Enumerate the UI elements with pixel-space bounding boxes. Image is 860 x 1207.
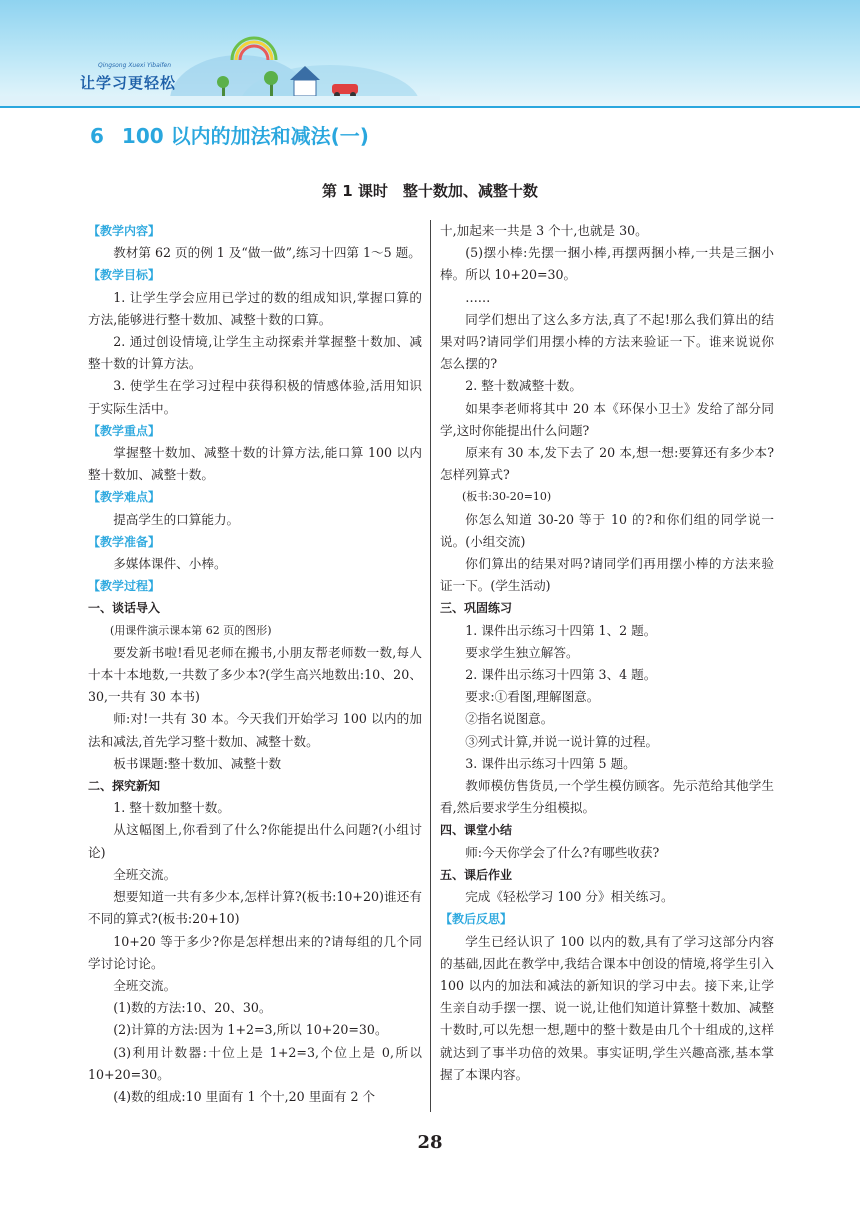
paragraph: 1. 让学生学会应用已学过的数的组成知识,掌握口算的方法,能够进行整十数加、减整十数的口算。 xyxy=(88,289,422,327)
section-tag: 【教学准备】 xyxy=(88,534,161,549)
paragraph: 师:今天你学会了什么?有哪些收获? xyxy=(465,844,660,860)
paragraph: (用课件演示课本第 62 页的图形) xyxy=(110,623,272,637)
paragraph: 你们算出的结果对吗?请同学们再用摆小棒的方法来验证一下。(学生活动) xyxy=(440,556,774,594)
right-column xyxy=(440,220,774,1086)
paragraph: 3. 使学生在学习过程中获得积极的情感体验,活用知识于实际生活中。 xyxy=(88,378,422,416)
paragraph: 教师模仿售货员,一个学生模仿顾客。先示范给其他学生看,然后要求学生分组模拟。 xyxy=(440,778,774,816)
paragraph: 3. 课件出示练习十四第 5 题。 xyxy=(465,755,636,771)
paragraph: 原来有 30 本,发下去了 20 本,想一想:要算还有多少本?怎样列算式? xyxy=(440,445,774,483)
section-tag: 【教学重点】 xyxy=(88,423,161,438)
chapter-name: 100 以内的加法和减法(一) xyxy=(121,124,369,148)
paragraph: (5)摆小棒:先摆一捆小棒,再摆两捆小棒,一共是三捆小棒。所以 10+20=30。 xyxy=(440,245,774,283)
paragraph: 要求学生独立解答。 xyxy=(465,644,579,660)
paragraph: 10+20 等于多少?你是怎样想出来的?请每组的几个同学讨论讨论。 xyxy=(88,933,422,971)
paragraph: 教材第 62 页的例 1 及“做一做”,练习十四第 1～5 题。 xyxy=(113,245,421,261)
paragraph: 1. 课件出示练习十四第 1、2 题。 xyxy=(465,622,657,638)
paragraph: (4)数的组成:10 里面有 1 个十,20 里面有 2 个 xyxy=(113,1088,376,1104)
section-heading: 四、课堂小结 xyxy=(440,823,513,838)
paragraph: (3)利用计数器:十位上是 1+2=3,个位上是 0,所以 10+20=30。 xyxy=(88,1044,422,1082)
logo-subtitle: Qingsong Xuexi Yibaifen xyxy=(98,62,172,69)
paragraph: 同学们想出了这么多方法,真了不起!那么我们算出的结果对吗?请同学们用摆小棒的方法来验证一下。谁来说说你怎么摆的? xyxy=(440,311,774,372)
paragraph: 你怎么知道 30-20 等于 10 的?和你们组的同学说一说。(小组交流) xyxy=(440,511,774,549)
section-tag: 【教学难点】 xyxy=(88,490,161,505)
paragraph: 掌握整十数加、减整十数的计算方法,能口算 100 以内整十数加、减整十数。 xyxy=(88,445,422,483)
paragraph: 多媒体课件、小棒。 xyxy=(113,556,227,572)
header-banner xyxy=(0,0,860,108)
paragraph: 提高学生的口算能力。 xyxy=(113,511,240,527)
paragraph: 十,加起来一共是 3 个十,也就是 30。 xyxy=(440,223,648,238)
page-number: 28 xyxy=(417,1132,443,1153)
section-tag: 【教学内容】 xyxy=(88,224,161,238)
paragraph: 2. 通过创设情境,让学生主动探索并掌握整十数加、减整十数的计算方法。 xyxy=(88,334,422,372)
paragraph: 学生已经认识了 100 以内的数,具有了学习这部分内容的基础,因此在教学中,我结合课本中创设的情境,将学生引入 100 以内的加法和减法的新知识的学习中去。接下来,让学生亲自动手摆一摆、说一说,让他们知道计算整十数加、减整十数时,可以先想一想,题中的整十数是由几个十组成的,这样就达到了事半功倍的效果。事实证明,学生兴趣高涨,基本掌握了本课内容。 xyxy=(440,933,774,1082)
paragraph: 完成《轻松学习 100 分》相关练习。 xyxy=(465,889,674,905)
lesson-title: 第 1 课时 整十数加、减整十数 xyxy=(322,182,538,200)
section-tag: 【教学目标】 xyxy=(88,268,161,283)
paragraph: (2)计算的方法:因为 1+2=3,所以 10+20=30。 xyxy=(113,1022,388,1038)
paragraph: ③列式计算,并说一说计算的过程。 xyxy=(465,733,659,749)
paragraph: 全班交流。 xyxy=(113,866,177,882)
paragraph: 师:对!一共有 30 本。今天我们开始学习 100 以内的加法和减法,首先学习整十数加、减整十数。 xyxy=(88,711,422,749)
paragraph: 想要知道一共有多少本,怎样计算?(板书:10+20)谁还有不同的算式?(板书:20+10) xyxy=(88,889,422,927)
paragraph: …… xyxy=(465,289,491,305)
paragraph: 要求:①看图,理解图意。 xyxy=(465,689,600,705)
section-heading: 一、谈话导入 xyxy=(88,601,161,616)
chapter-number: 6 xyxy=(90,124,104,148)
paragraph: (板书:30-20=10) xyxy=(462,490,552,504)
brand-logo: 让学习更轻松 xyxy=(80,74,177,92)
section-heading: 五、课后作业 xyxy=(440,867,513,882)
paragraph: 2. 整十数减整十数。 xyxy=(465,378,582,394)
section-tag: 【教后反思】 xyxy=(440,912,513,927)
section-heading: 三、巩固练习 xyxy=(440,601,513,616)
paragraph: 从这幅图上,你看到了什么?你能提出什么问题?(小组讨论) xyxy=(88,822,422,860)
paragraph: 板书课题:整十数加、减整十数 xyxy=(113,755,282,771)
paragraph: 1. 整十数加整十数。 xyxy=(113,800,230,816)
paragraph: (1)数的方法:10、20、30。 xyxy=(113,1000,272,1016)
paragraph: 要发新书啦!看见老师在搬书,小朋友帮老师数一数,每人十本十本地数,一共数了多少本?(学生高兴地数出:10、20、30,一共有 30 本书) xyxy=(88,644,422,705)
paragraph: ②指名说图意。 xyxy=(465,711,554,727)
section-heading: 二、探究新知 xyxy=(88,779,161,794)
paragraph: 2. 课件出示练习十四第 3、4 题。 xyxy=(465,667,657,683)
section-tag: 【教学过程】 xyxy=(88,579,161,594)
chapter-title xyxy=(90,120,369,149)
paragraph: 全班交流。 xyxy=(113,977,177,993)
paragraph: 如果李老师将其中 20 本《环保小卫士》发给了部分同学,这时你能提出什么问题? xyxy=(440,400,774,438)
header-divider xyxy=(0,106,860,108)
column-divider xyxy=(430,220,431,1112)
left-column xyxy=(88,220,422,1108)
